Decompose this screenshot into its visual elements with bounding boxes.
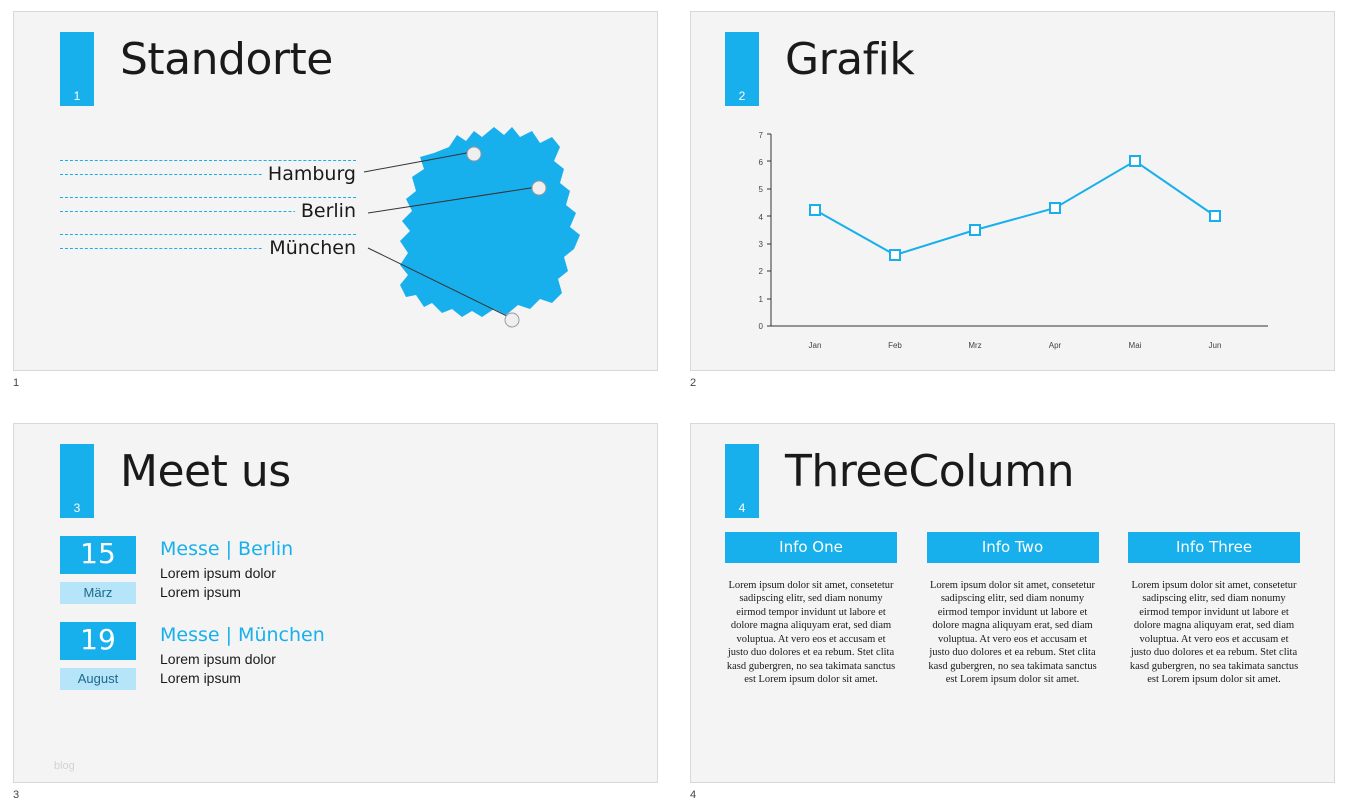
dashed-line-icon <box>60 160 356 161</box>
svg-text:Mai: Mai <box>1128 341 1142 350</box>
slide-2-title-row <box>725 32 914 106</box>
slide-1-badge-label: 1 <box>73 89 81 103</box>
slide-3-wrapper[interactable] <box>13 423 658 801</box>
column-two-header: Info Two <box>927 532 1099 563</box>
three-column-block <box>725 532 1300 687</box>
event-date <box>60 536 136 604</box>
column-three[interactable] <box>1128 532 1300 687</box>
slide-2-title: Grafik <box>785 34 915 85</box>
event-item[interactable] <box>60 536 620 604</box>
line-chart-svg <box>723 122 1323 362</box>
event-list <box>60 536 620 708</box>
location-label-hamburg: Hamburg <box>262 163 356 185</box>
column-two-body: Lorem ipsum dolor sit amet, consetetur sadipscing elitr, sed diam nonumy eirmod tempor invidunt ut labore et dolore magna aliquyam erat, sed diam voluptua. At vero eos et accusam et justo duo dolores et ea rebum. Stet clita kasd gubergren, no sea takimata sanctus est Lorem ipsum dolor sit amet. <box>928 580 1097 686</box>
location-item[interactable] <box>60 234 356 271</box>
line-chart[interactable] <box>723 122 1323 362</box>
column-one-body: Lorem ipsum dolor sit amet, consetetur sadipscing elitr, sed diam nonumy eirmod tempor invidunt ut labore et dolore magna aliquyam erat, sed diam voluptua. At vero eos et accusam et justo duo dolores et ea rebum. Stet clita kasd gubergren, no sea takimata sanctus est Lorem ipsum dolor sit amet. <box>726 580 896 686</box>
location-label-muenchen: München <box>263 237 356 259</box>
location-item[interactable] <box>60 160 356 197</box>
slide-4-wrapper[interactable] <box>690 423 1335 801</box>
svg-text:3: 3 <box>758 240 763 249</box>
series-line <box>815 161 1215 255</box>
slide-2-badge-label: 2 <box>738 89 746 103</box>
event-month: August <box>60 668 136 690</box>
watermark: blog <box>54 760 75 772</box>
event-text <box>160 622 325 690</box>
germany-map-icon <box>354 117 644 357</box>
slide-3-index: 3 <box>13 789 20 801</box>
svg-text:7: 7 <box>758 131 763 140</box>
slide-4-title-row <box>725 444 1074 518</box>
event-date <box>60 622 136 690</box>
column-three-header: Info Three <box>1128 532 1300 563</box>
x-tick-labels <box>809 341 1222 350</box>
event-title: Messe | München <box>160 624 325 646</box>
slide-1-wrapper[interactable] <box>13 11 658 389</box>
event-line-2: Lorem ipsum <box>160 669 241 686</box>
y-tick-labels <box>759 131 764 331</box>
slide-4-number-badge <box>725 444 759 518</box>
slide-2-wrapper[interactable] <box>690 11 1335 389</box>
svg-text:Jun: Jun <box>1208 341 1222 350</box>
event-text <box>160 536 293 604</box>
slide-1-title: Standorte <box>120 34 333 85</box>
location-item[interactable] <box>60 197 356 234</box>
slide-1-index: 1 <box>13 377 20 389</box>
event-day: 15 <box>60 536 136 574</box>
column-two[interactable] <box>927 532 1099 687</box>
slide-3-title: Meet us <box>120 446 291 497</box>
y-tick-marks <box>767 134 771 326</box>
column-one-header: Info One <box>725 532 897 563</box>
event-month: März <box>60 582 136 604</box>
slide-4[interactable] <box>690 423 1335 783</box>
slide-1-title-row <box>60 32 333 106</box>
slide-2[interactable] <box>690 11 1335 371</box>
event-line-2: Lorem ipsum <box>160 583 241 600</box>
event-line-1: Lorem ipsum dolor <box>160 650 276 667</box>
slide-3-title-row <box>60 444 291 518</box>
slide-4-title: ThreeColumn <box>785 446 1075 497</box>
svg-text:4: 4 <box>758 213 763 222</box>
svg-text:Feb: Feb <box>888 341 902 350</box>
event-item[interactable] <box>60 622 620 690</box>
slide-1[interactable] <box>13 11 658 371</box>
event-day: 19 <box>60 622 136 660</box>
slide-3[interactable] <box>13 423 658 783</box>
slide-1-number-badge <box>60 32 94 106</box>
column-three-body: Lorem ipsum dolor sit amet, consetetur sadipscing elitr, sed diam nonumy eirmod tempor invidunt ut labore et dolore magna aliquyam erat, sed diam voluptua. At vero eos et accusam et justo duo dolores et ea rebum. Stet clita kasd gubergren, no sea takimata sanctus est Lorem ipsum dolor sit amet. <box>1129 580 1299 686</box>
slide-3-badge-label: 3 <box>73 501 81 515</box>
svg-text:1: 1 <box>758 295 763 304</box>
location-label-berlin: Berlin <box>295 200 356 222</box>
svg-text:0: 0 <box>758 322 763 331</box>
slide-2-number-badge <box>725 32 759 106</box>
slide-4-index: 4 <box>690 789 697 801</box>
slide-3-number-badge <box>60 444 94 518</box>
dashed-line-icon <box>60 197 356 198</box>
dashed-line-icon <box>60 234 356 235</box>
column-one[interactable] <box>725 532 897 687</box>
event-title: Messe | Berlin <box>160 538 294 560</box>
slide-4-badge-label: 4 <box>738 501 746 515</box>
svg-text:Mrz: Mrz <box>968 341 982 350</box>
location-list <box>60 160 356 271</box>
svg-text:6: 6 <box>758 158 763 167</box>
slide-2-index: 2 <box>690 377 697 389</box>
svg-text:5: 5 <box>758 185 763 194</box>
event-line-1: Lorem ipsum dolor <box>160 564 276 581</box>
svg-text:Apr: Apr <box>1048 341 1062 350</box>
svg-text:Jan: Jan <box>808 341 822 350</box>
svg-text:2: 2 <box>758 267 763 276</box>
series-markers <box>810 156 1220 260</box>
